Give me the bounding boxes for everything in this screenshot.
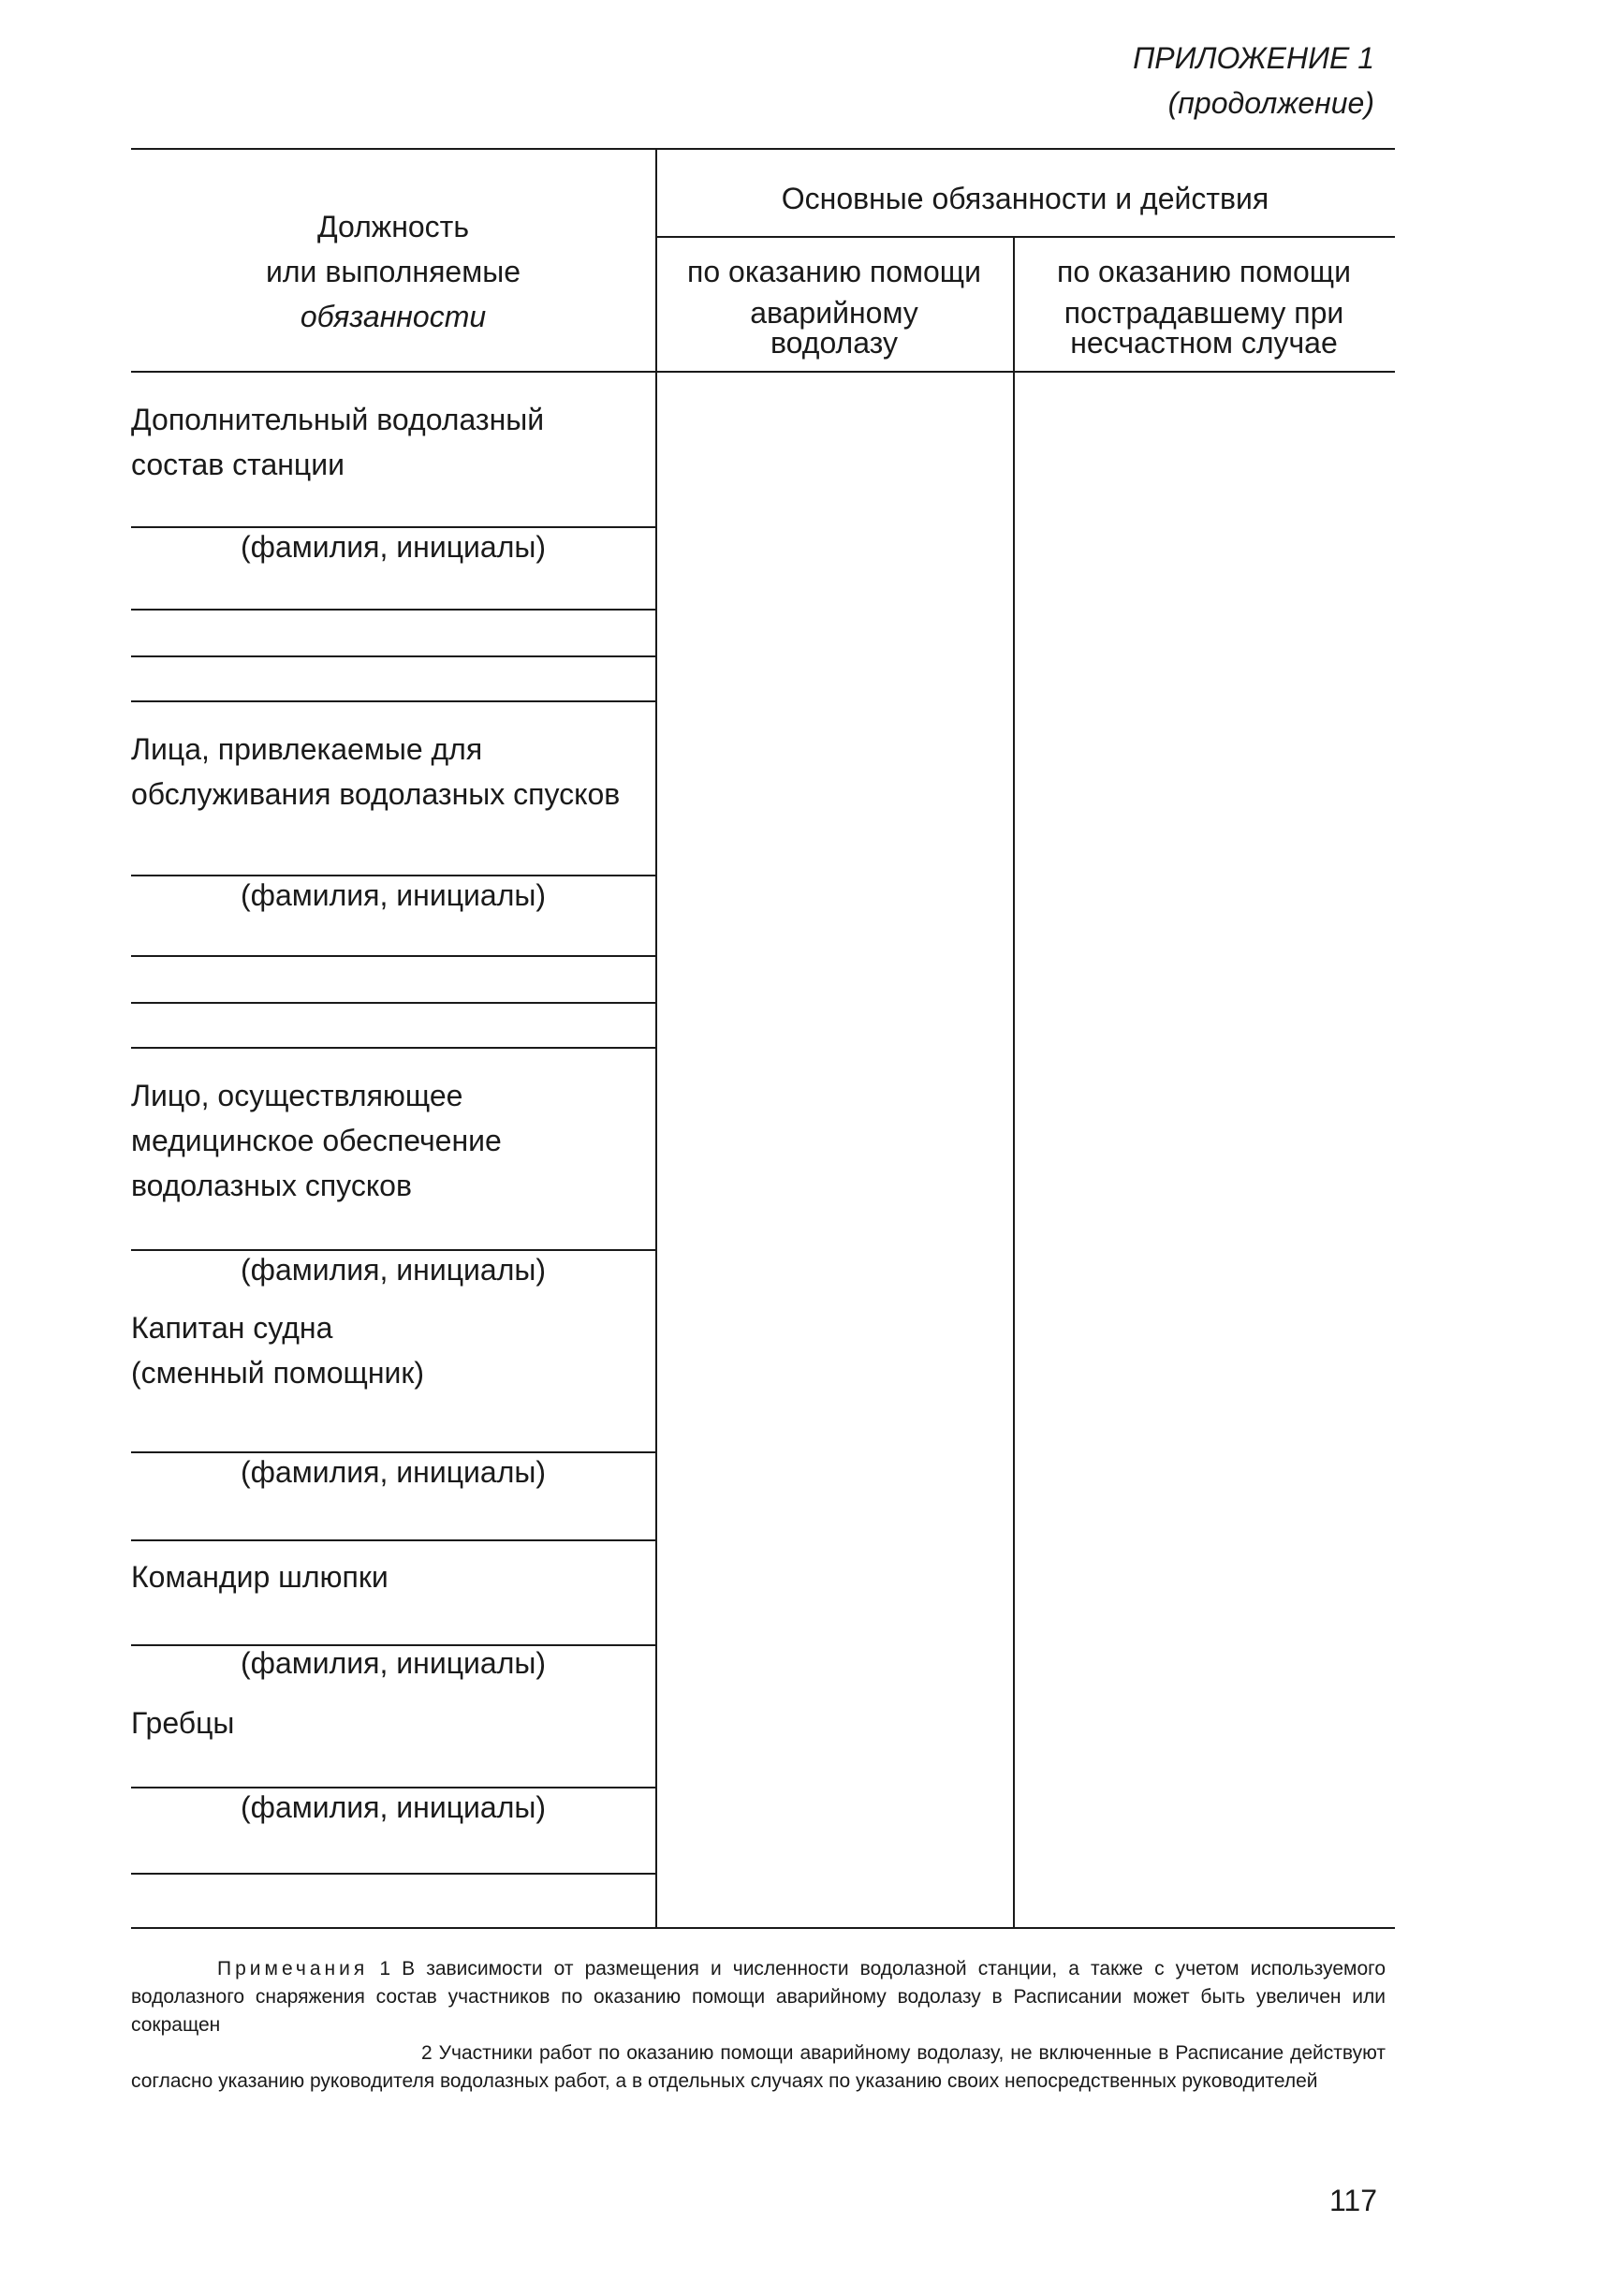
signature-caption: (фамилия, инициалы) [240, 530, 547, 564]
header-diver-line-1: по оказанию помощи [687, 255, 981, 288]
signature-caption: (фамилия, инициалы) [240, 1790, 547, 1824]
table-top-border [131, 148, 1395, 150]
row-title-line: Капитан судна [131, 1311, 333, 1345]
table-bottom-border [131, 1927, 1395, 1929]
header-group-title: Основные обязанности и действия [781, 182, 1269, 215]
row-title-line: (сменный помощник) [131, 1356, 425, 1390]
header-position-line-3: обязанности [300, 300, 487, 333]
row-title-line: Лицо, осуществляющее [131, 1079, 463, 1112]
header-victim-cell [1013, 251, 1395, 363]
row-title-line: водолазных спусков [131, 1169, 412, 1202]
header-victim-line-1: по оказанию помощи [1057, 255, 1351, 288]
blank-line [131, 955, 655, 957]
column-divider-2 [1013, 236, 1015, 1927]
signature-caption: (фамилия, инициалы) [240, 1646, 547, 1680]
row-title-line: медицинское обеспечение [131, 1124, 502, 1157]
column-divider-1 [655, 148, 657, 1927]
header-bottom-border [131, 371, 1395, 373]
signature-caption: (фамилия, инициалы) [240, 1253, 547, 1287]
blank-line [131, 609, 655, 611]
blank-line [131, 1002, 655, 1004]
row-title-boat-commander [131, 1554, 389, 1599]
row-title-line: обслуживания водолазных спусков [131, 777, 621, 811]
header-position-line-2: или выполняемые [266, 255, 521, 288]
note-2: 2 Участники работ по оказанию помощи аварийному водолазу, не включенные в Расписание действуют согласно указанию руководителя водолазных работ, а в отдельных случаях по указанию своих непосредственных руководителей [131, 2042, 1386, 2092]
header-position-line-1: Должность [317, 210, 469, 243]
row-title-additional-diving-staff [131, 397, 544, 487]
page-number: 117 [1329, 2184, 1378, 2217]
row-title-line: состав станции [131, 448, 345, 481]
row-title-line: Лица, привлекаемые для [131, 732, 483, 766]
note-1-text: 1 В зависимости от размещения и численности водолазной станции, а также с учетом используемого водолазного снаряжения состав участников по оказанию помощи аварийному водолазу в Расписании может быть увеличен или сокращен [131, 1958, 1386, 2036]
blank-line [131, 655, 655, 657]
blank-line [131, 1873, 655, 1875]
header-position-cell [131, 204, 655, 339]
note-1 [131, 1955, 1386, 2039]
row-title-rowers [131, 1700, 234, 1745]
header-diver-cell [655, 251, 1013, 363]
blank-line [131, 1539, 655, 1541]
notes-label: Примечания [217, 1958, 369, 1980]
row-title-service-personnel [131, 727, 620, 817]
row-title-line: Дополнительный водолазный [131, 403, 545, 436]
blank-line [131, 1047, 655, 1049]
header-victim-line-2: пострадавшему при [1064, 296, 1344, 330]
header-diver-line-3: водолазу [770, 326, 898, 360]
appendix-continuation: (продолжение) [1167, 86, 1374, 120]
row-title-medical-support [131, 1073, 502, 1208]
row-title-ship-captain [131, 1305, 424, 1395]
appendix-title: ПРИЛОЖЕНИЕ 1 [1133, 41, 1374, 75]
header-diver-line-2: аварийному [750, 296, 918, 330]
blank-line [131, 700, 655, 702]
signature-caption: (фамилия, инициалы) [240, 878, 547, 912]
row-title-line: Командир шлюпки [131, 1560, 389, 1594]
signature-caption: (фамилия, инициалы) [240, 1455, 547, 1489]
header-victim-line-3: несчастном случае [1070, 326, 1338, 360]
group-header-line [655, 236, 1395, 238]
row-title-line: Гребцы [131, 1706, 235, 1740]
